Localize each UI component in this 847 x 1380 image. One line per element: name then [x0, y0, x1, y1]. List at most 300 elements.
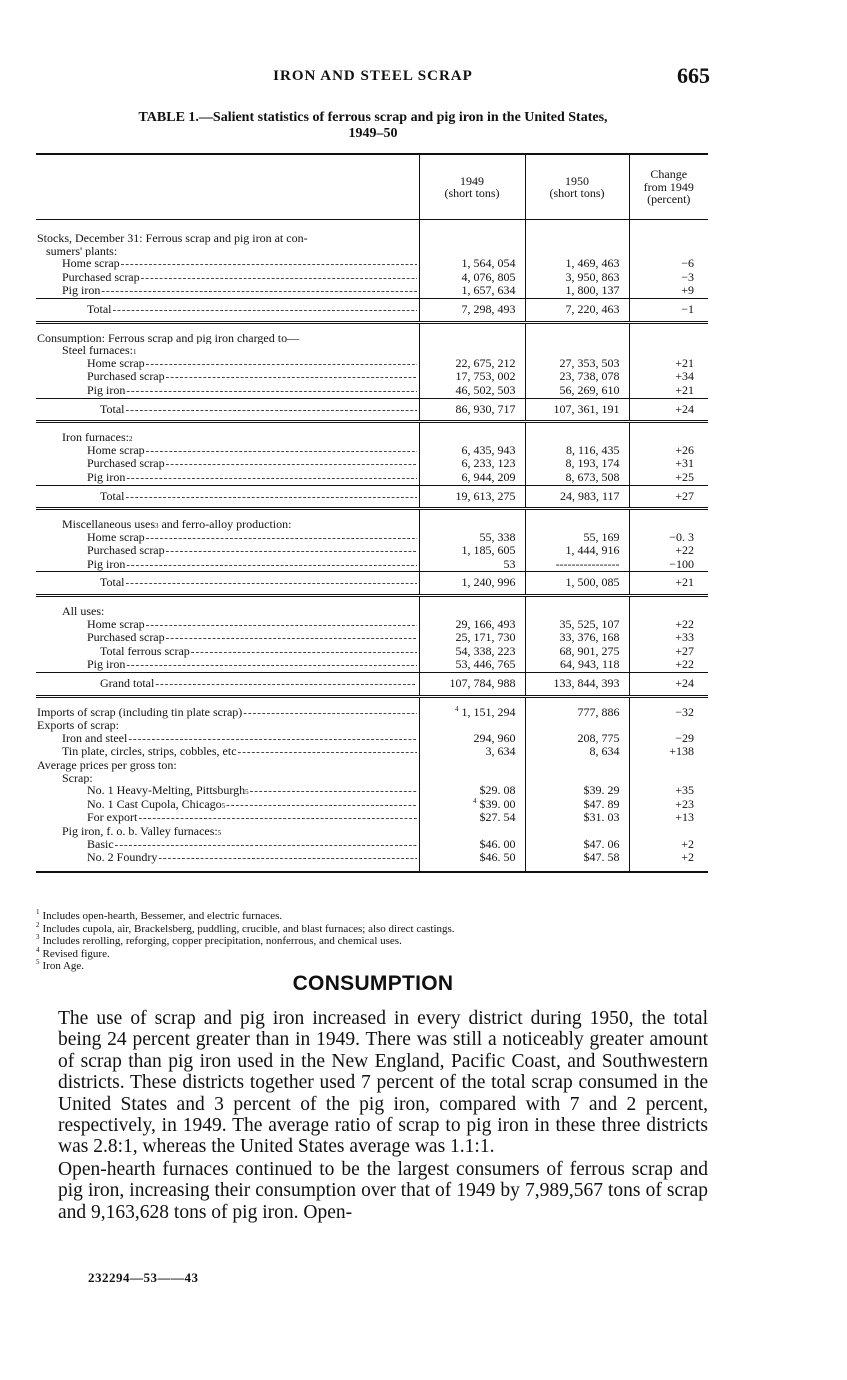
- cell-change: [629, 673, 708, 697]
- table-row: [36, 631, 708, 645]
- leader-dots: [155, 677, 416, 691]
- cell-1949-value: 107, 784, 988: [449, 676, 516, 691]
- leader-dots: [126, 558, 416, 572]
- cell-1950: [525, 596, 629, 618]
- table-row: [36, 509, 708, 531]
- cell-1950: [525, 631, 629, 645]
- cell-1950: [525, 370, 629, 384]
- cell-change: [629, 271, 708, 285]
- page-number: 665: [677, 63, 710, 88]
- table-row: [36, 322, 708, 344]
- row-label-cell: Steel furnaces: 1: [62, 344, 137, 357]
- row-label-cell: Iron furnaces: 2: [36, 422, 419, 444]
- cell-1949-value: $46. 00: [479, 837, 516, 851]
- leader-dots: [126, 403, 417, 417]
- leader-dots: [126, 658, 416, 672]
- cell-1950: [525, 772, 629, 785]
- leader-dots: [166, 370, 417, 384]
- cell-change: [629, 631, 708, 645]
- cell-1949: [419, 444, 525, 458]
- row-label-cell: [36, 645, 419, 659]
- cell-change-value: +22: [675, 658, 694, 672]
- cell-1950: [525, 732, 629, 746]
- cell-1950: [525, 544, 629, 558]
- footnote-text: Iron Age.: [42, 960, 85, 972]
- cell-change-value: −0. 3: [669, 530, 694, 544]
- row-label-cell: [36, 745, 419, 759]
- leader-dots: [166, 631, 417, 645]
- leader-dots: [115, 838, 417, 852]
- cell-1950: [525, 825, 629, 838]
- row-label-cell: [36, 284, 419, 298]
- cell-1950: [525, 558, 629, 572]
- cell-1949-value: 6, 944, 209: [461, 470, 516, 484]
- row-label-cell: [36, 838, 419, 852]
- cell-1949-value: 55, 338: [479, 530, 516, 544]
- cell-1950-value: 777, 886: [577, 704, 620, 719]
- row-label-cell: [36, 322, 419, 344]
- table-row: [36, 658, 708, 672]
- cell-1949: [419, 422, 525, 444]
- cell-1950-value: 55, 169: [583, 530, 620, 544]
- cell-1949-value: 54, 338, 223: [455, 644, 516, 658]
- row-label-cell: [36, 572, 419, 596]
- row-label: For export: [87, 811, 138, 825]
- cell-1949-value: 17, 753, 002: [455, 370, 516, 384]
- cell-1950: [525, 673, 629, 697]
- cell-1949-value: 6, 435, 943: [461, 443, 516, 457]
- cell-1949: [419, 673, 525, 697]
- cell-change: [629, 384, 708, 398]
- row-label: Total ferrous scrap: [100, 644, 190, 658]
- cell-1950-value: 3, 950, 863: [565, 270, 620, 284]
- table-row: [36, 220, 708, 245]
- cell-1949-value: $27. 54: [479, 811, 516, 825]
- row-label-cell: [36, 444, 419, 458]
- cell-1949: [419, 759, 525, 772]
- cell-change: [629, 732, 708, 746]
- table-title-line-1: TABLE 1.—Salient statistics of ferrous scrap and pig iron in the United States,: [138, 110, 608, 125]
- cell-change: [629, 531, 708, 545]
- cell-1950-value: 1, 444, 916: [565, 544, 620, 558]
- leader-dots: [121, 257, 417, 271]
- footnote-mark: 4: [473, 797, 477, 805]
- cell-1950: [525, 745, 629, 759]
- table-row: [36, 271, 708, 285]
- cell-1950-value: $47. 58: [583, 851, 620, 865]
- row-label: Iron and steel: [62, 731, 128, 745]
- cell-change: [629, 596, 708, 618]
- row-label-cell: [36, 257, 419, 271]
- table-row: [36, 732, 708, 746]
- cell-change: [629, 485, 708, 509]
- cell-change-value: −3: [681, 270, 694, 284]
- row-label: Purchased scrap: [62, 270, 140, 284]
- cell-1949: [419, 485, 525, 509]
- row-label-cell: [36, 357, 419, 371]
- cell-1950-value: $31. 03: [583, 811, 620, 825]
- table-row: [36, 398, 708, 422]
- table-row: [36, 544, 708, 558]
- footnote-mark: 4: [455, 704, 459, 713]
- row-label-cell: [36, 384, 419, 398]
- row-label-cell: [36, 696, 419, 719]
- row-label-cell: [36, 398, 419, 422]
- cell-1950: [525, 784, 629, 798]
- cell-1949-value: 1, 240, 996: [461, 575, 516, 590]
- cell-1950-value: 8, 116, 435: [565, 443, 620, 457]
- table-title: [36, 110, 710, 142]
- table-row: [36, 558, 708, 572]
- cell-change: [629, 745, 708, 759]
- leader-dots: [250, 784, 417, 798]
- cell-1950-value: $47. 89: [583, 797, 620, 811]
- footnote-text: Includes rerolling, reforging, copper precipitation, nonferrous, and chemical uses.: [42, 935, 402, 947]
- cell-change: [629, 811, 708, 825]
- row-label: Home scrap: [87, 617, 145, 631]
- cell-1950: [525, 257, 629, 271]
- cell-change: [629, 838, 708, 852]
- cell-1950: [525, 298, 629, 322]
- row-label: No. 1 Cast Cupola, Chicago: [87, 797, 222, 811]
- row-label-cell: [36, 485, 419, 509]
- cell-change: [629, 357, 708, 371]
- cell-change-value: +27: [675, 488, 694, 503]
- row-label: Total: [100, 488, 125, 503]
- cell-change: [629, 509, 708, 531]
- leader-dots: [126, 384, 416, 398]
- row-label-cell: [36, 457, 419, 471]
- leader-dots: [126, 471, 416, 485]
- cell-1949: [419, 558, 525, 572]
- cell-1950-value: 8, 673, 508: [565, 470, 620, 484]
- statistics-table: [36, 153, 708, 873]
- cell-1950: [525, 572, 629, 596]
- cell-1950: [525, 851, 629, 872]
- table-row: [36, 298, 708, 322]
- cell-1949-value: 46, 502, 503: [455, 383, 516, 397]
- table-row: [36, 825, 708, 838]
- cell-change-value: −1: [681, 301, 694, 316]
- row-label-cell: [36, 732, 419, 746]
- row-label: Home scrap: [87, 530, 145, 544]
- cell-change-value: +2: [681, 851, 694, 865]
- table-header-row: [36, 154, 708, 220]
- cell-1949-value: $46. 50: [479, 851, 516, 865]
- cell-1949-value: $29. 08: [479, 784, 516, 798]
- cell-1949: [419, 471, 525, 485]
- cell-1950: [525, 322, 629, 344]
- cell-1949-value: 53: [503, 557, 516, 571]
- row-label: Basic: [87, 837, 114, 851]
- cell-1950: [525, 245, 629, 258]
- cell-change: [629, 322, 708, 344]
- leader-dots: [191, 645, 417, 659]
- row-label: Pig iron: [87, 470, 126, 484]
- row-label-cell: [36, 558, 419, 572]
- leader-dots: [113, 303, 417, 317]
- cell-change-value: +31: [675, 457, 694, 471]
- row-label: Purchased scrap: [87, 370, 165, 384]
- footnote-text: Includes cupola, air, Brackelsberg, puddling, crucible, and blast furnaces; also direct castings.: [42, 922, 455, 935]
- row-label-cell: [36, 658, 419, 672]
- cell-change: [629, 422, 708, 444]
- table-row: [36, 798, 708, 812]
- table-row: [36, 696, 708, 719]
- cell-1949: [419, 220, 525, 245]
- cell-1950: [525, 811, 629, 825]
- table-row: [36, 384, 708, 398]
- cell-change: [629, 220, 708, 245]
- cell-1949: [419, 384, 525, 398]
- cell-1950-value: 56, 269, 610: [559, 383, 620, 397]
- leader-dots: [101, 284, 416, 298]
- table-row: [36, 284, 708, 298]
- row-label-cell: No. 1 Heavy-Melting, Pittsburgh 5 -----: [36, 784, 419, 798]
- row-label-cell: [36, 772, 419, 785]
- cell-1949: [419, 696, 525, 719]
- table-row: [36, 745, 708, 759]
- cell-change: [629, 759, 708, 772]
- cell-1950: [525, 618, 629, 632]
- cell-1950-value: 8, 634: [589, 745, 620, 759]
- row-label: Stocks, December 31: Ferrous scrap and pig iron at con-: [37, 231, 308, 245]
- cell-1950: [525, 485, 629, 509]
- cell-1949: [419, 544, 525, 558]
- cell-change-value: −6: [681, 257, 694, 271]
- footnote: [36, 945, 716, 961]
- page-header: [36, 63, 710, 90]
- table-row: [36, 370, 708, 384]
- cell-change: [629, 284, 708, 298]
- row-label: Home scrap: [62, 257, 120, 271]
- cell-change: [629, 471, 708, 485]
- cell-1950: [525, 471, 629, 485]
- row-label: Home scrap: [87, 443, 145, 457]
- cell-change-value: −32: [675, 704, 694, 719]
- leader-dots: [166, 544, 417, 558]
- table-row: [36, 645, 708, 659]
- statistics-table-wrapper: [36, 153, 708, 873]
- cell-1949: [419, 457, 525, 471]
- leader-dots: [226, 798, 416, 812]
- cell-1949: [419, 825, 525, 838]
- cell-1950: [525, 759, 629, 772]
- cell-change-value: +26: [675, 443, 694, 457]
- row-label: Pig iron: [87, 383, 126, 397]
- cell-1949: [419, 257, 525, 271]
- row-label: Pig iron: [87, 658, 126, 672]
- cell-1949-value: 25, 171, 730: [455, 631, 516, 645]
- cell-change: [629, 398, 708, 422]
- table-row: [36, 457, 708, 471]
- row-label: Pig iron: [62, 284, 101, 298]
- cell-change-value: +25: [675, 470, 694, 484]
- footnote: [36, 910, 716, 923]
- row-label-cell: [36, 596, 419, 618]
- cell-change: [629, 370, 708, 384]
- table-row: [36, 772, 708, 785]
- cell-change-value: +9: [681, 284, 694, 298]
- row-label-cell: [36, 220, 419, 245]
- cell-1949: [419, 631, 525, 645]
- row-label-cell: [36, 245, 419, 258]
- cell-1949: [419, 732, 525, 746]
- cell-1949: [419, 298, 525, 322]
- row-label-cell: [36, 531, 419, 545]
- cell-1950-value: 1, 469, 463: [565, 257, 620, 271]
- cell-1949-value: 6, 233, 123: [461, 457, 516, 471]
- cell-1949: [419, 719, 525, 732]
- cell-change-value: +24: [675, 401, 694, 416]
- row-label-cell: [36, 298, 419, 322]
- cell-1949-value: 22, 675, 212: [455, 356, 516, 370]
- leader-dots: [146, 618, 417, 632]
- cell-1949-value: 1, 657, 634: [461, 284, 516, 298]
- cell-1950-value: 64, 943, 118: [559, 658, 620, 672]
- cell-1949: [419, 284, 525, 298]
- cell-1949-value: 4, 076, 805: [461, 270, 516, 284]
- cell-1949-value: 86, 930, 717: [455, 401, 516, 416]
- cell-change: [629, 245, 708, 258]
- footnote-number: 4: [36, 945, 40, 954]
- table-row: [36, 357, 708, 371]
- table-row: [36, 811, 708, 825]
- row-label: Scrap:: [62, 771, 93, 785]
- cell-1950-value: 107, 361, 191: [553, 401, 620, 416]
- row-label: No. 1 Heavy-Melting, Pittsburgh: [87, 784, 246, 798]
- cell-1949: [419, 618, 525, 632]
- cell-change-value: +22: [675, 544, 694, 558]
- cell-1949-value: 3, 634: [485, 745, 516, 759]
- cell-1950-value: 1, 800, 137: [565, 284, 620, 298]
- table-row: [36, 422, 708, 444]
- cell-1949: [419, 322, 525, 344]
- cell-change: [629, 851, 708, 872]
- cell-change: [629, 645, 708, 659]
- running-title: IRON AND STEEL SCRAP: [273, 68, 473, 84]
- table-row: [36, 485, 708, 509]
- table-row: [36, 784, 708, 798]
- cell-change-value: +138: [669, 745, 694, 759]
- cell-change: [629, 457, 708, 471]
- cell-change-value: +33: [675, 631, 694, 645]
- cell-change: [629, 572, 708, 596]
- row-label: Total: [100, 575, 125, 590]
- leader-dots: [128, 732, 416, 746]
- cell-1949-value: 53, 446, 765: [455, 658, 516, 672]
- row-label: Steel furnaces:: [62, 344, 133, 357]
- cell-1949: [419, 357, 525, 371]
- table-row: [36, 245, 708, 258]
- cell-1949: [419, 271, 525, 285]
- cell-change-value: +2: [681, 837, 694, 851]
- row-label-cell: Miscellaneous uses 3 and ferro-alloy production:: [36, 509, 419, 531]
- cell-1950-value: 23, 738, 078: [559, 370, 620, 384]
- cell-1949: [419, 245, 525, 258]
- table-row: [36, 719, 708, 732]
- cell-1950-value: 8, 193, 174: [565, 457, 620, 471]
- cell-change-value: +21: [675, 356, 694, 370]
- cell-1949: [419, 645, 525, 659]
- cell-1949: [419, 851, 525, 872]
- row-label: Total: [100, 401, 125, 416]
- footnote: [36, 960, 716, 973]
- row-label-cell: No. 1 Cast Cupola, Chicago 5 -----: [36, 798, 419, 812]
- table-row: [36, 618, 708, 632]
- cell-1950-value: 27, 353, 503: [559, 356, 620, 370]
- footnote-number: 5: [36, 958, 40, 967]
- cell-change-value: +23: [675, 797, 694, 811]
- cell-1950: [525, 645, 629, 659]
- table-body: [36, 220, 708, 872]
- cell-1950-value: 133, 844, 393: [553, 676, 620, 691]
- column-header-change: Change from 1949 (percent): [629, 154, 708, 220]
- cell-1950: [525, 457, 629, 471]
- cell-1950: [525, 284, 629, 298]
- cell-1949-value: 19, 613, 275: [455, 488, 516, 503]
- cell-1949: [419, 509, 525, 531]
- cell-1949-value: $39. 00: [479, 797, 516, 811]
- cell-1949: [419, 658, 525, 672]
- leader-dots: [126, 490, 417, 504]
- table-row: [36, 759, 708, 772]
- row-label: Purchased scrap: [87, 631, 165, 645]
- leader-dots: [158, 851, 416, 865]
- cell-1950: [525, 271, 629, 285]
- cell-1950-value: 68, 901, 275: [559, 644, 620, 658]
- row-label: Exports of scrap:: [37, 719, 119, 732]
- cell-1950: [525, 696, 629, 719]
- leader-dots: [146, 531, 417, 545]
- cell-1950: [525, 658, 629, 672]
- cell-1949-value: 7, 298, 493: [461, 301, 516, 316]
- column-header-1950: 1950 (short tons): [525, 154, 629, 220]
- cell-1949: [419, 784, 525, 798]
- table-row: [36, 471, 708, 485]
- footnote-number: 1: [36, 908, 40, 917]
- cell-1949: [419, 772, 525, 785]
- cell-1950-value: 1, 500, 085: [565, 575, 620, 590]
- cell-change: [629, 298, 708, 322]
- cell-1950: [525, 798, 629, 812]
- row-label: Total: [87, 301, 112, 316]
- leader-dots: [243, 706, 416, 720]
- table-row: [36, 838, 708, 852]
- row-label: Consumption: Ferrous scrap and pig iron charged to—: [37, 330, 300, 345]
- cell-1950-value: $47. 06: [583, 837, 620, 851]
- footnote: [36, 920, 716, 936]
- row-label: Tin plate, circles, strips, cobbles, etc: [62, 745, 237, 759]
- cell-1950-value: $39. 29: [583, 784, 620, 798]
- cell-1950: [525, 398, 629, 422]
- cell-change: [629, 784, 708, 798]
- row-label: Purchased scrap: [87, 544, 165, 558]
- section-heading: CONSUMPTION: [292, 972, 454, 995]
- cell-change-value: +21: [675, 383, 694, 397]
- row-label-cell: [36, 370, 419, 384]
- paragraph-1: The use of scrap and pig iron increased in every district during 1950, the total being 24 percent greater than in 1949. There was still a noticeably greater amount of scrap than pig iron used in the New England, Pacific Coast, and Southwestern districts. These districts together used 7 percent of the total scrap consumed in the United States and 3 percent of the pig iron, compared with 7 and 2 percent, respectively, in 1949. The average ratio of scrap to pig iron in these three districts was 2.8:1, whereas the United States average was 1.1:1.: [58, 1008, 708, 1158]
- footnote-text: Revised figure.: [42, 947, 110, 960]
- row-label: Average prices per gross ton:: [37, 759, 177, 772]
- leader-dots: [166, 457, 417, 471]
- footnote-text: Includes open-hearth, Bessemer, and electric furnaces.: [42, 910, 283, 922]
- row-label: Imports of scrap (including tin plate scrap): [37, 704, 243, 719]
- column-header-1949: 1949 (short tons): [419, 154, 525, 220]
- row-label-cell: Pig iron, f. o. b. Valley furnaces: 5: [62, 824, 222, 838]
- row-label-cell: [36, 673, 419, 697]
- row-label: All uses:: [62, 604, 105, 618]
